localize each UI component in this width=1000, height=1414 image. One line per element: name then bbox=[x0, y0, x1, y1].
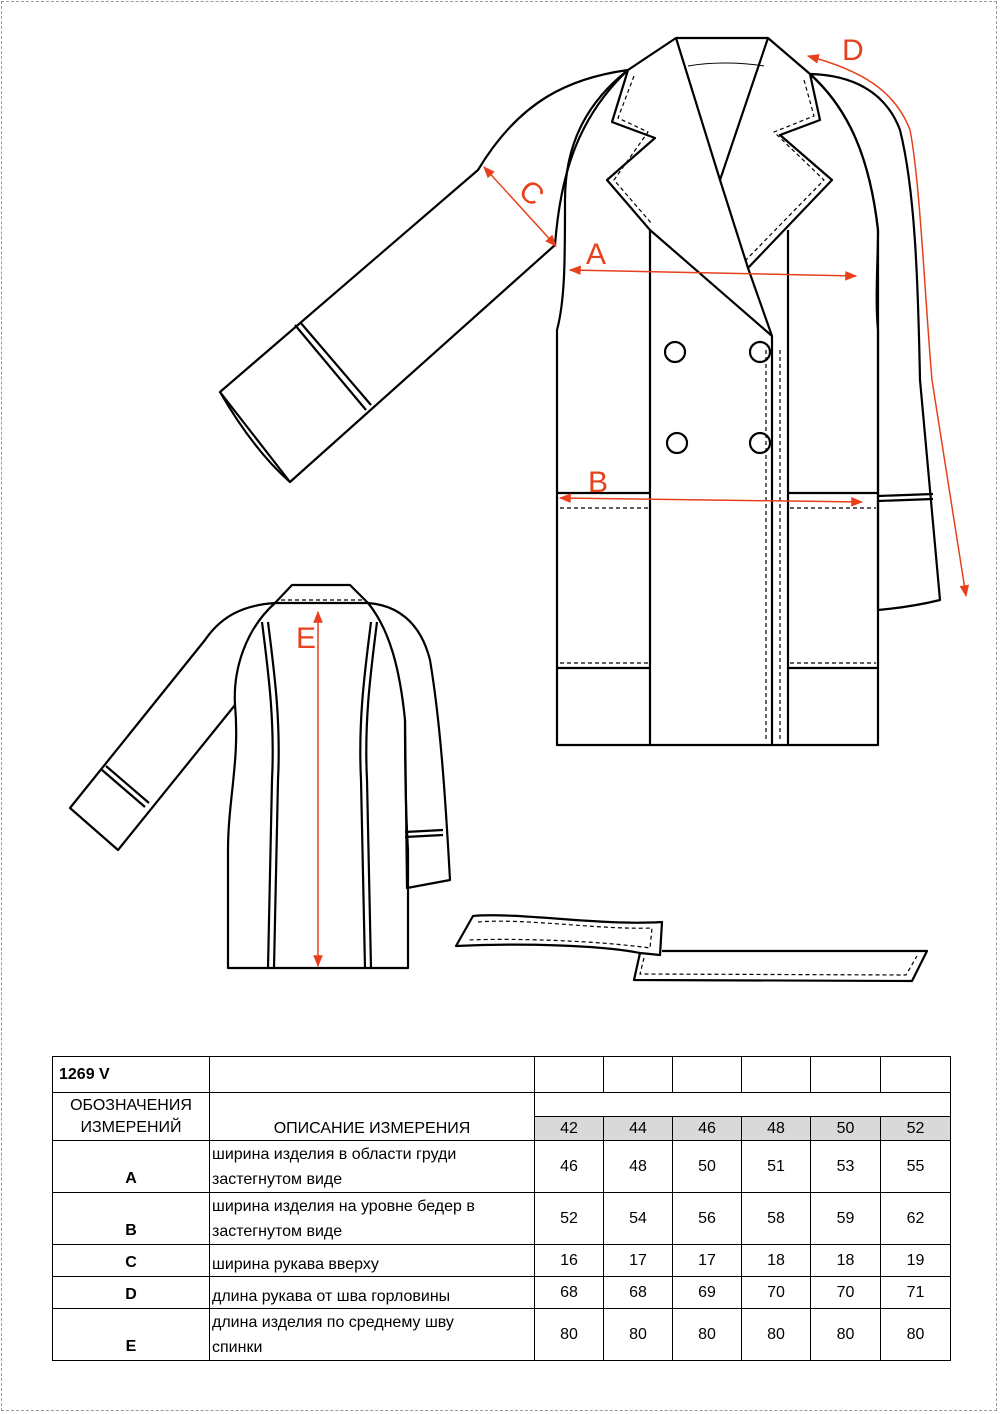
value-cell: 62 bbox=[881, 1193, 951, 1245]
value-cell: 80 bbox=[881, 1309, 951, 1361]
value-cell: 51 bbox=[742, 1141, 811, 1193]
table-row bbox=[53, 1277, 951, 1309]
value-cell: 80 bbox=[535, 1309, 604, 1361]
table-row bbox=[53, 1245, 951, 1277]
measurement-description: длина рукава от шва горловины bbox=[210, 1277, 535, 1309]
value-cell: 56 bbox=[673, 1193, 742, 1245]
measurement-code: B bbox=[53, 1193, 210, 1245]
front-right-sleeve bbox=[810, 74, 940, 610]
belt bbox=[456, 915, 927, 981]
measure-C-label: C bbox=[512, 173, 551, 213]
value-cell: 59 bbox=[811, 1193, 881, 1245]
value-cell: 80 bbox=[604, 1309, 673, 1361]
value-cell: 18 bbox=[742, 1245, 811, 1277]
value-cell: 48 bbox=[604, 1141, 673, 1193]
code-column-header: ОБОЗНАЧЕНИЯ ИЗМЕРЕНИЙ bbox=[53, 1093, 210, 1141]
button bbox=[667, 433, 687, 453]
table-row bbox=[53, 1193, 951, 1245]
measure-D-label: D bbox=[842, 34, 864, 67]
value-cell: 69 bbox=[673, 1277, 742, 1309]
measurement-description: ширина изделия на уровне бедер в застегнутом виде bbox=[210, 1193, 535, 1245]
size-header: 44 bbox=[604, 1117, 673, 1141]
size-header: 42 bbox=[535, 1117, 604, 1141]
value-cell: 70 bbox=[811, 1277, 881, 1309]
value-cell: 19 bbox=[881, 1245, 951, 1277]
value-cell: 71 bbox=[881, 1277, 951, 1309]
value-cell: 68 bbox=[535, 1277, 604, 1309]
measure-C-line bbox=[484, 167, 556, 246]
value-cell: 70 bbox=[742, 1277, 811, 1309]
value-cell: 17 bbox=[673, 1245, 742, 1277]
measure-A-line bbox=[570, 270, 856, 276]
table-row bbox=[53, 1309, 951, 1361]
value-cell: 54 bbox=[604, 1193, 673, 1245]
back-left-sleeve bbox=[70, 603, 275, 850]
measure-A-label: A bbox=[586, 238, 607, 271]
value-cell: 55 bbox=[881, 1141, 951, 1193]
pocket-right bbox=[788, 493, 878, 668]
measurement-code: D bbox=[53, 1277, 210, 1309]
size-header: 50 bbox=[811, 1117, 881, 1141]
model-title: 1269 V bbox=[53, 1057, 210, 1093]
title-row bbox=[53, 1057, 951, 1093]
header-row bbox=[53, 1093, 951, 1117]
measurement-description: ширина изделия в области груди застегнутом виде bbox=[210, 1141, 535, 1193]
value-cell: 50 bbox=[673, 1141, 742, 1193]
value-cell: 58 bbox=[742, 1193, 811, 1245]
table-row bbox=[53, 1141, 951, 1193]
size-header: 46 bbox=[673, 1117, 742, 1141]
back-coat bbox=[70, 585, 450, 968]
value-cell: 46 bbox=[535, 1141, 604, 1193]
front-coat bbox=[220, 38, 940, 745]
measure-D-line bbox=[808, 56, 966, 596]
measure-E-label: E bbox=[296, 622, 317, 655]
value-cell: 68 bbox=[604, 1277, 673, 1309]
measurement-description: длина изделия по среднему шву спинки bbox=[210, 1309, 535, 1361]
pocket-left bbox=[557, 493, 650, 668]
back-right-sleeve bbox=[368, 603, 450, 888]
value-cell: 80 bbox=[742, 1309, 811, 1361]
measurement-description: ширина рукава вверху bbox=[210, 1245, 535, 1277]
measurement-code: E bbox=[53, 1309, 210, 1361]
measurement-code: C bbox=[53, 1245, 210, 1277]
size-header: 48 bbox=[742, 1117, 811, 1141]
button bbox=[665, 342, 685, 362]
value-cell: 80 bbox=[811, 1309, 881, 1361]
value-cell: 17 bbox=[604, 1245, 673, 1277]
button bbox=[750, 433, 770, 453]
measure-lines bbox=[318, 56, 966, 966]
size-header: 52 bbox=[881, 1117, 951, 1141]
measurement-code: A bbox=[53, 1141, 210, 1193]
front-left-sleeve bbox=[220, 70, 628, 482]
value-cell: 18 bbox=[811, 1245, 881, 1277]
value-cell: 53 bbox=[811, 1141, 881, 1193]
button bbox=[750, 342, 770, 362]
description-column-header: ОПИСАНИЕ ИЗМЕРЕНИЯ bbox=[210, 1093, 535, 1141]
value-cell: 16 bbox=[535, 1245, 604, 1277]
measure-B-label: B bbox=[588, 466, 609, 499]
size-table bbox=[52, 1056, 951, 1361]
value-cell: 80 bbox=[673, 1309, 742, 1361]
value-cell: 52 bbox=[535, 1193, 604, 1245]
front-collar bbox=[607, 38, 832, 336]
